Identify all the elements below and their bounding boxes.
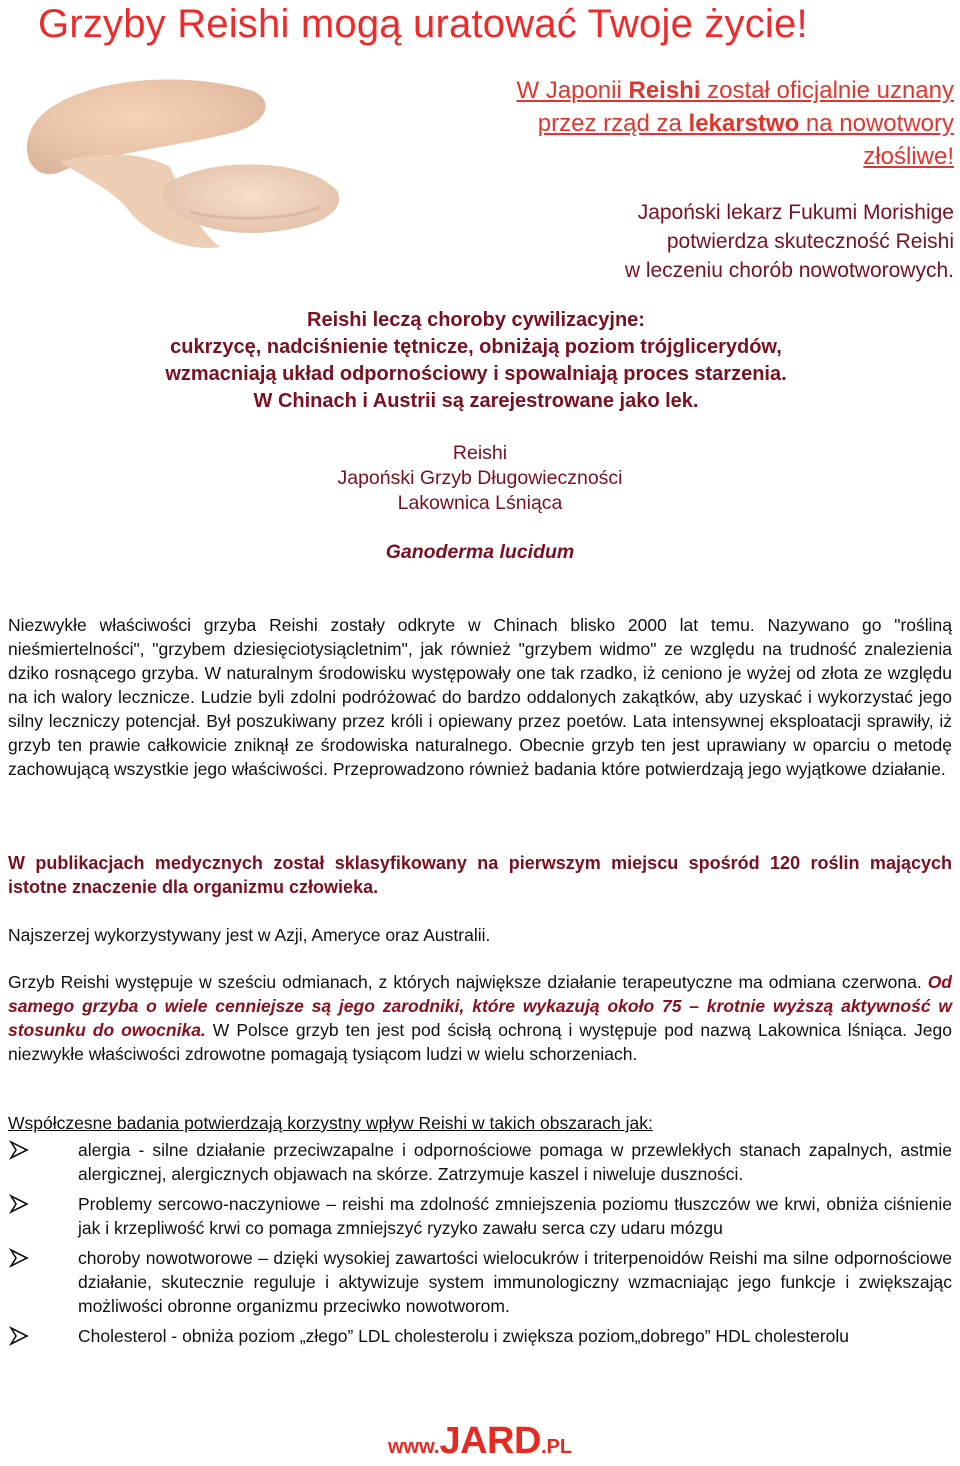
varieties-paragraph [8, 970, 952, 1066]
diseases-statement [100, 307, 852, 415]
benefit-text: choroby nowotworowe – dzięki wysokiej zawartości wielocukrów i triterpenoidów Reishi ma silne odpornościowe działanie, skutecznie reguluje i aktywizuje system immunologiczny wzmacniając jego funkcje i zwiększając możliwości obronne organizmu przeciwko nowotworom. [78, 1248, 952, 1316]
list-item [8, 1324, 952, 1348]
intro-lekarstwo: lekarstwo [688, 110, 800, 137]
doctor-line: potwierdza skuteczność Reishi [666, 230, 954, 253]
jard-logo [388, 1420, 572, 1464]
list-item [8, 1192, 952, 1240]
logo-brand: JARD [439, 1420, 541, 1462]
page-title: Grzyby Reishi mogą uratować Twoje życie! [38, 2, 808, 46]
mushroom-name: Reishi [452, 442, 508, 464]
history-paragraph: Niezwykłe właściwości grzyba Reishi zostały odkryte w Chinach blisko 2000 lat temu. Nazywano go "rośliną nieśmiertelności", "grzybem dziesięciotysiącletnim", jak również "grzybem widmo" ze względu na trudność znalezienia dziko rosnącego grzyba. W naturalnym środowisku występowały one tak rzadko, iż ceniono je wyżej od złota ze względu na ich walory lecznicze. Ludzie byli zdolni podróżować do bardzo oddalonych zakątków, aby uzyskać i wykorzystać jego silny leczniczy potencjał. Był poszukiwany przez króli i opiewany przez poetów. Lata intensywnej eksploatacji sprawiły, iż grzyb ten prawie całkowicie zniknął ze środowiska naturalnego. Obecnie grzyb ten jest uprawiany w oparciu o metodę zachowującą wszystkie jego właściwości. Przeprowadzono również badania które potwierdzają jego wyjątkowe działanie. [8, 615, 952, 779]
list-item [8, 1138, 952, 1186]
intro-part2: został oficjalnie uznany przez rząd za [537, 77, 954, 137]
intro-statement [484, 74, 954, 173]
arrow-bullet-icon [8, 1140, 30, 1160]
latin-name: Ganoderma lucidum [385, 541, 575, 563]
benefit-text: Problemy sercowo-naczyniowe – reishi ma zdolność zmniejszenia poziomu tłuszczów we krwi, obniża ciśnienie jak i krzepliwość krwi co pomaga zmniejszyć ryzyko zawału serca czy udaru mózgu [78, 1194, 952, 1238]
doctor-line: Japoński lekarz Fukumi Morishige [637, 201, 954, 224]
benefit-text: alergia - silne działanie przeciwzapalne i odpornościowe pomaga w przewlekłych stanach zapalnych, astmie alergicznej, alergicznych objawach na skórze. Zatrzymuje kaszel i niweluje duszności. [78, 1140, 952, 1184]
arrow-bullet-icon [8, 1194, 30, 1214]
classification-paragraph: W publikacjach medycznych został sklasyfikowany na pierwszym miejscu spośród 120 roślin mających istotne znaczenie dla organizmu człowieka. [8, 853, 952, 897]
logo-www: www. [388, 1436, 440, 1458]
diseases-line: cukrzycę, nadciśnienie tętnicze, obniżają poziom trójglicerydów, [170, 336, 782, 358]
benefits-list [8, 1138, 952, 1354]
varieties-text: Grzyb Reishi występuje w sześciu odmianach, z których największe działanie terapeutyczne ma odmiana czerwona. [8, 972, 928, 992]
varieties-text: W Polsce grzyb ten jest pod ścisłą ochroną i występuje pod nazwą Lakownica lśniąca. Jego niezwykłe właściwości zdrowotne pomagają tysiącom ludzi w wielu schorzeniach. [8, 1020, 952, 1064]
logo-tld: .PL [540, 1436, 573, 1458]
intro-part3: na nowotwory złośliwe! [799, 110, 954, 170]
reishi-mushroom-image [20, 62, 340, 287]
arrow-bullet-icon [8, 1248, 30, 1268]
research-heading: Współczesne badania potwierdzają korzystny wpływ Reishi w takich obszarach jak: [8, 1113, 653, 1133]
intro-part1: W Japonii [516, 77, 629, 104]
diseases-line: wzmacniają układ odpornościowy i spowalniają proces starzenia. [165, 363, 787, 385]
arrow-bullet-icon [8, 1326, 30, 1346]
diseases-line: Reishi leczą choroby cywilizacyjne: [307, 309, 645, 331]
mushroom-names [0, 441, 960, 516]
usage-paragraph: Najszerzej wykorzystywany jest w Azji, Ameryce oraz Australii. [8, 925, 491, 945]
diseases-line: W Chinach i Austrii są zarejestrowane jako lek. [253, 390, 699, 412]
list-item [8, 1246, 952, 1318]
spores-highlight: Od samego grzyba o wiele cenniejsze są jego zarodniki, które wykazują około 75 – krotnie wyższą aktywność w stosunku do owocnika. [8, 972, 952, 1040]
mushroom-name: Lakownica Lśniąca [397, 492, 563, 514]
intro-reishi: Reishi [628, 77, 701, 104]
doctor-line: w leczeniu chorób nowotworowych. [624, 259, 954, 282]
mushroom-name: Japoński Grzyb Długowieczności [337, 467, 623, 489]
benefit-text: Cholesterol - obniża poziom „złego” LDL cholesterolu i zwiększa poziom„dobrego” HDL cholesterolu [78, 1326, 850, 1346]
doctor-statement [494, 198, 954, 285]
